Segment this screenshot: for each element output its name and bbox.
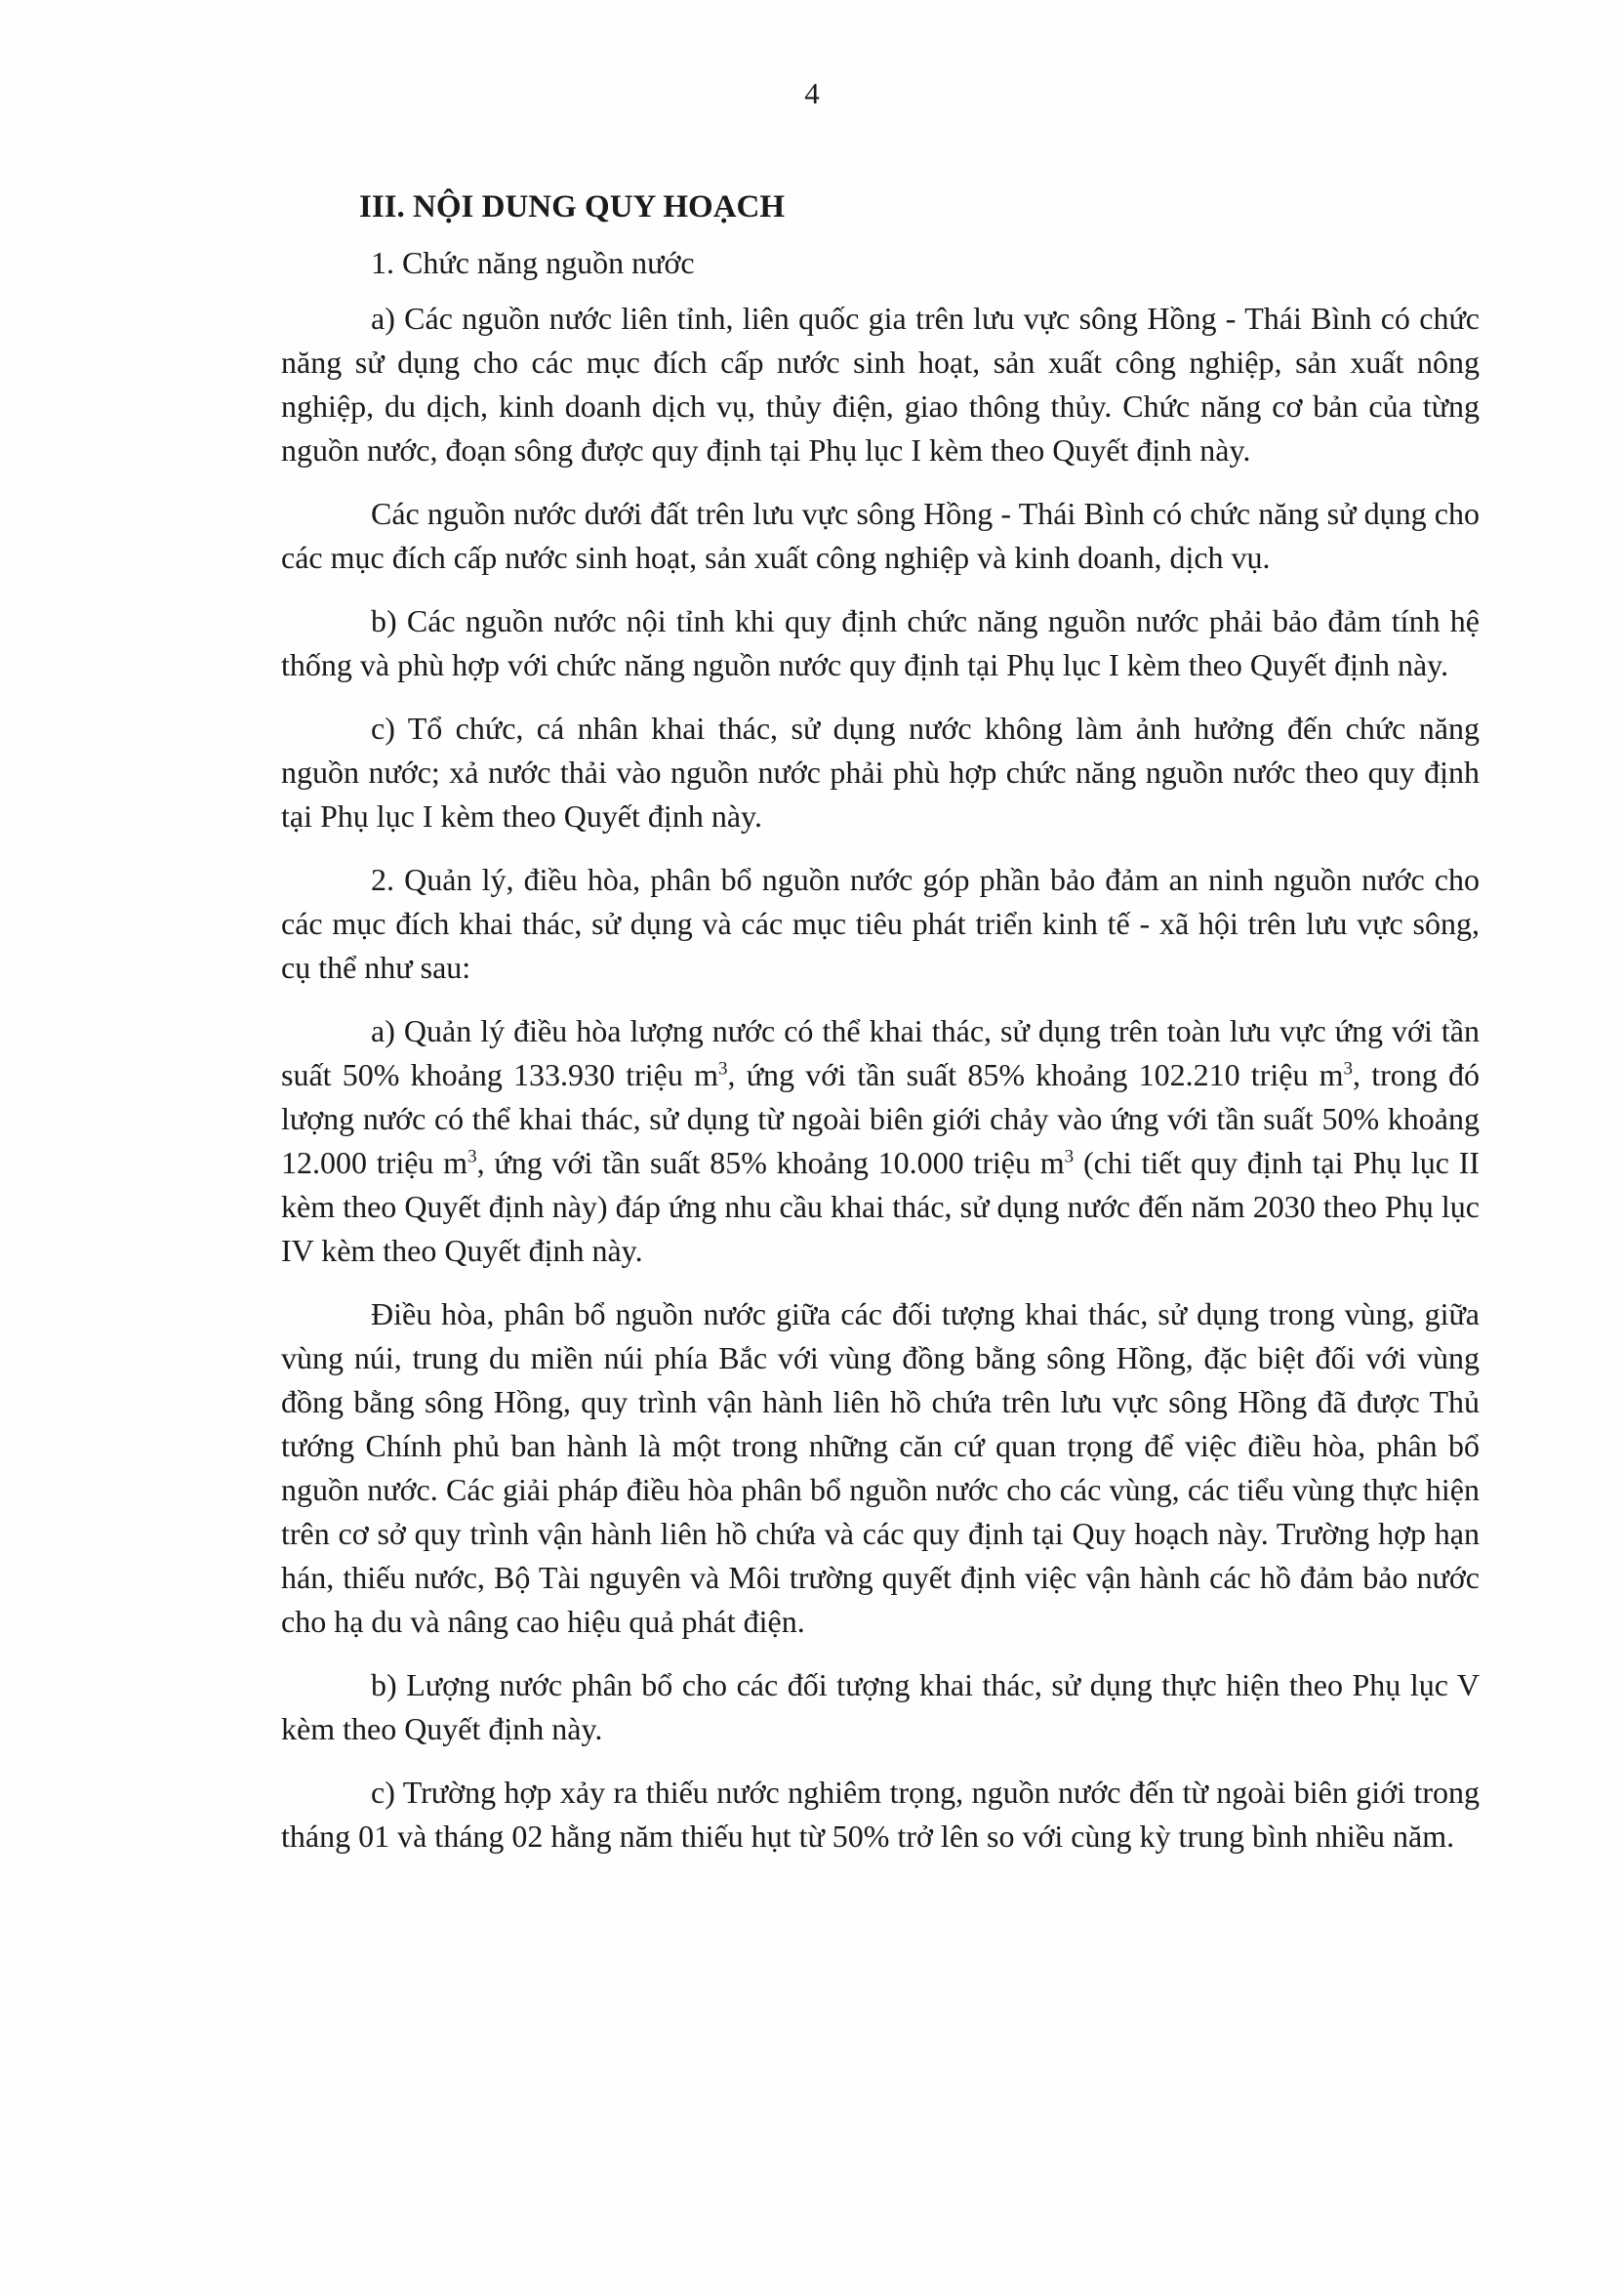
superscript-3: 3 [467, 1146, 477, 1167]
paragraph-1a-groundwater: Các nguồn nước dưới đất trên lưu vực sông Hồng - Thái Bình có chức năng sử dụng cho các mục đích cấp nước sinh hoạt, sản xuất công nghiệp và kinh doanh, dịch vụ. [281, 496, 1480, 575]
paragraph-2b: b) Lượng nước phân bổ cho các đối tượng khai thác, sử dụng thực hiện theo Phụ lục V kèm theo Quyết định này. [281, 1667, 1480, 1746]
page-number: 4 [804, 76, 820, 110]
paragraph-2a [281, 1009, 1480, 1273]
paragraph-2a-regulation: Điều hòa, phân bổ nguồn nước giữa các đối tượng khai thác, sử dụng trong vùng, giữa vùng núi, trung du miền núi phía Bắc với vùng đồng bằng sông Hồng, đặc biệt đối với vùng đồng bằng sông Hồng, quy trình vận hành liên hồ chứa trên lưu vực sông Hồng đã được Thủ tướng Chính phủ ban hành là một trong những căn cứ quan trọng để việc điều hòa, phân bổ nguồn nước. Các giải pháp điều hòa phân bổ nguồn nước cho các vùng, các tiểu vùng thực hiện trên cơ sở quy trình vận hành liên hồ chứa và các quy định tại Quy hoạch này. Trường hợp hạn hán, thiếu nước, Bộ Tài nguyên và Môi trường quyết định việc vận hành các hồ đảm bảo nước cho hạ du và nâng cao hiệu quả phát điện. [281, 1296, 1480, 1639]
paragraph-2c: c) Trường hợp xảy ra thiếu nước nghiêm trọng, nguồn nước đến từ ngoài biên giới trong tháng 01 và tháng 02 hằng năm thiếu hụt từ 50% trở lên so với cùng kỳ trung bình nhiều năm. [281, 1775, 1480, 1854]
subsection-title-1: 1. Chức năng nguồn nước [371, 245, 695, 280]
paragraph-1c: c) Tổ chức, cá nhân khai thác, sử dụng nước không làm ảnh hưởng đến chức năng nguồn nước; xả nước thải vào nguồn nước phải phù hợp chức năng nguồn nước theo quy định tại Phụ lục I kèm theo Quyết định này. [281, 711, 1480, 834]
paragraph-2a-text-1: a) Quản lý điều hòa lượng nước có thể khai thác, sử dụng trên toàn lưu vực ứng với tần suất 50% khoảng 133.930 triệu m [281, 1013, 1480, 1092]
paragraph-1a: a) Các nguồn nước liên tỉnh, liên quốc gia trên lưu vực sông Hồng - Thái Bình có chức năng sử dụng cho các mục đích cấp nước sinh hoạt, sản xuất công nghiệp, sản xuất nông nghiệp, du dịch, kinh doanh dịch vụ, thủy điện, giao thông thủy. Chức năng cơ bản của từng nguồn nước, đoạn sông được quy định tại Phụ lục I kèm theo Quyết định này. [281, 301, 1480, 468]
paragraph-2a-text-2: , ứng với tần suất 85% khoảng 102.210 triệu m [727, 1057, 1344, 1092]
paragraph-1b: b) Các nguồn nước nội tỉnh khi quy định chức năng nguồn nước phải bảo đảm tính hệ thống và phù hợp với chức năng nguồn nước quy định tại Phụ lục I kèm theo Quyết định này. [281, 603, 1480, 682]
paragraph-2: 2. Quản lý, điều hòa, phân bổ nguồn nước góp phần bảo đảm an ninh nguồn nước cho các mục đích khai thác, sử dụng và các mục tiêu phát triển kinh tế - xã hội trên lưu vực sông, cụ thể như sau: [281, 862, 1480, 985]
superscript-3: 3 [717, 1058, 728, 1080]
paragraph-2a-text-4: , ứng với tần suất 85% khoảng 10.000 triệu m [476, 1145, 1065, 1180]
superscript-3: 3 [1064, 1146, 1075, 1167]
paragraph-2a-text-3: , trong đó lượng nước có thể khai thác, sử dụng từ ngoài biên giới chảy vào ứng với tần suất 50% khoảng 12.000 triệu m [281, 1057, 1481, 1180]
superscript-3: 3 [1343, 1058, 1354, 1080]
document-body [281, 185, 1480, 1878]
paragraph-2a-text-5: (chi tiết quy định tại Phụ lục II kèm theo Quyết định này) đáp ứng nhu cầu khai thác, sử dụng nước đến năm 2030 theo Phụ lục IV kèm theo Quyết định này. [281, 1145, 1481, 1268]
section-heading: III. NỘI DUNG QUY HOẠCH [359, 189, 786, 225]
